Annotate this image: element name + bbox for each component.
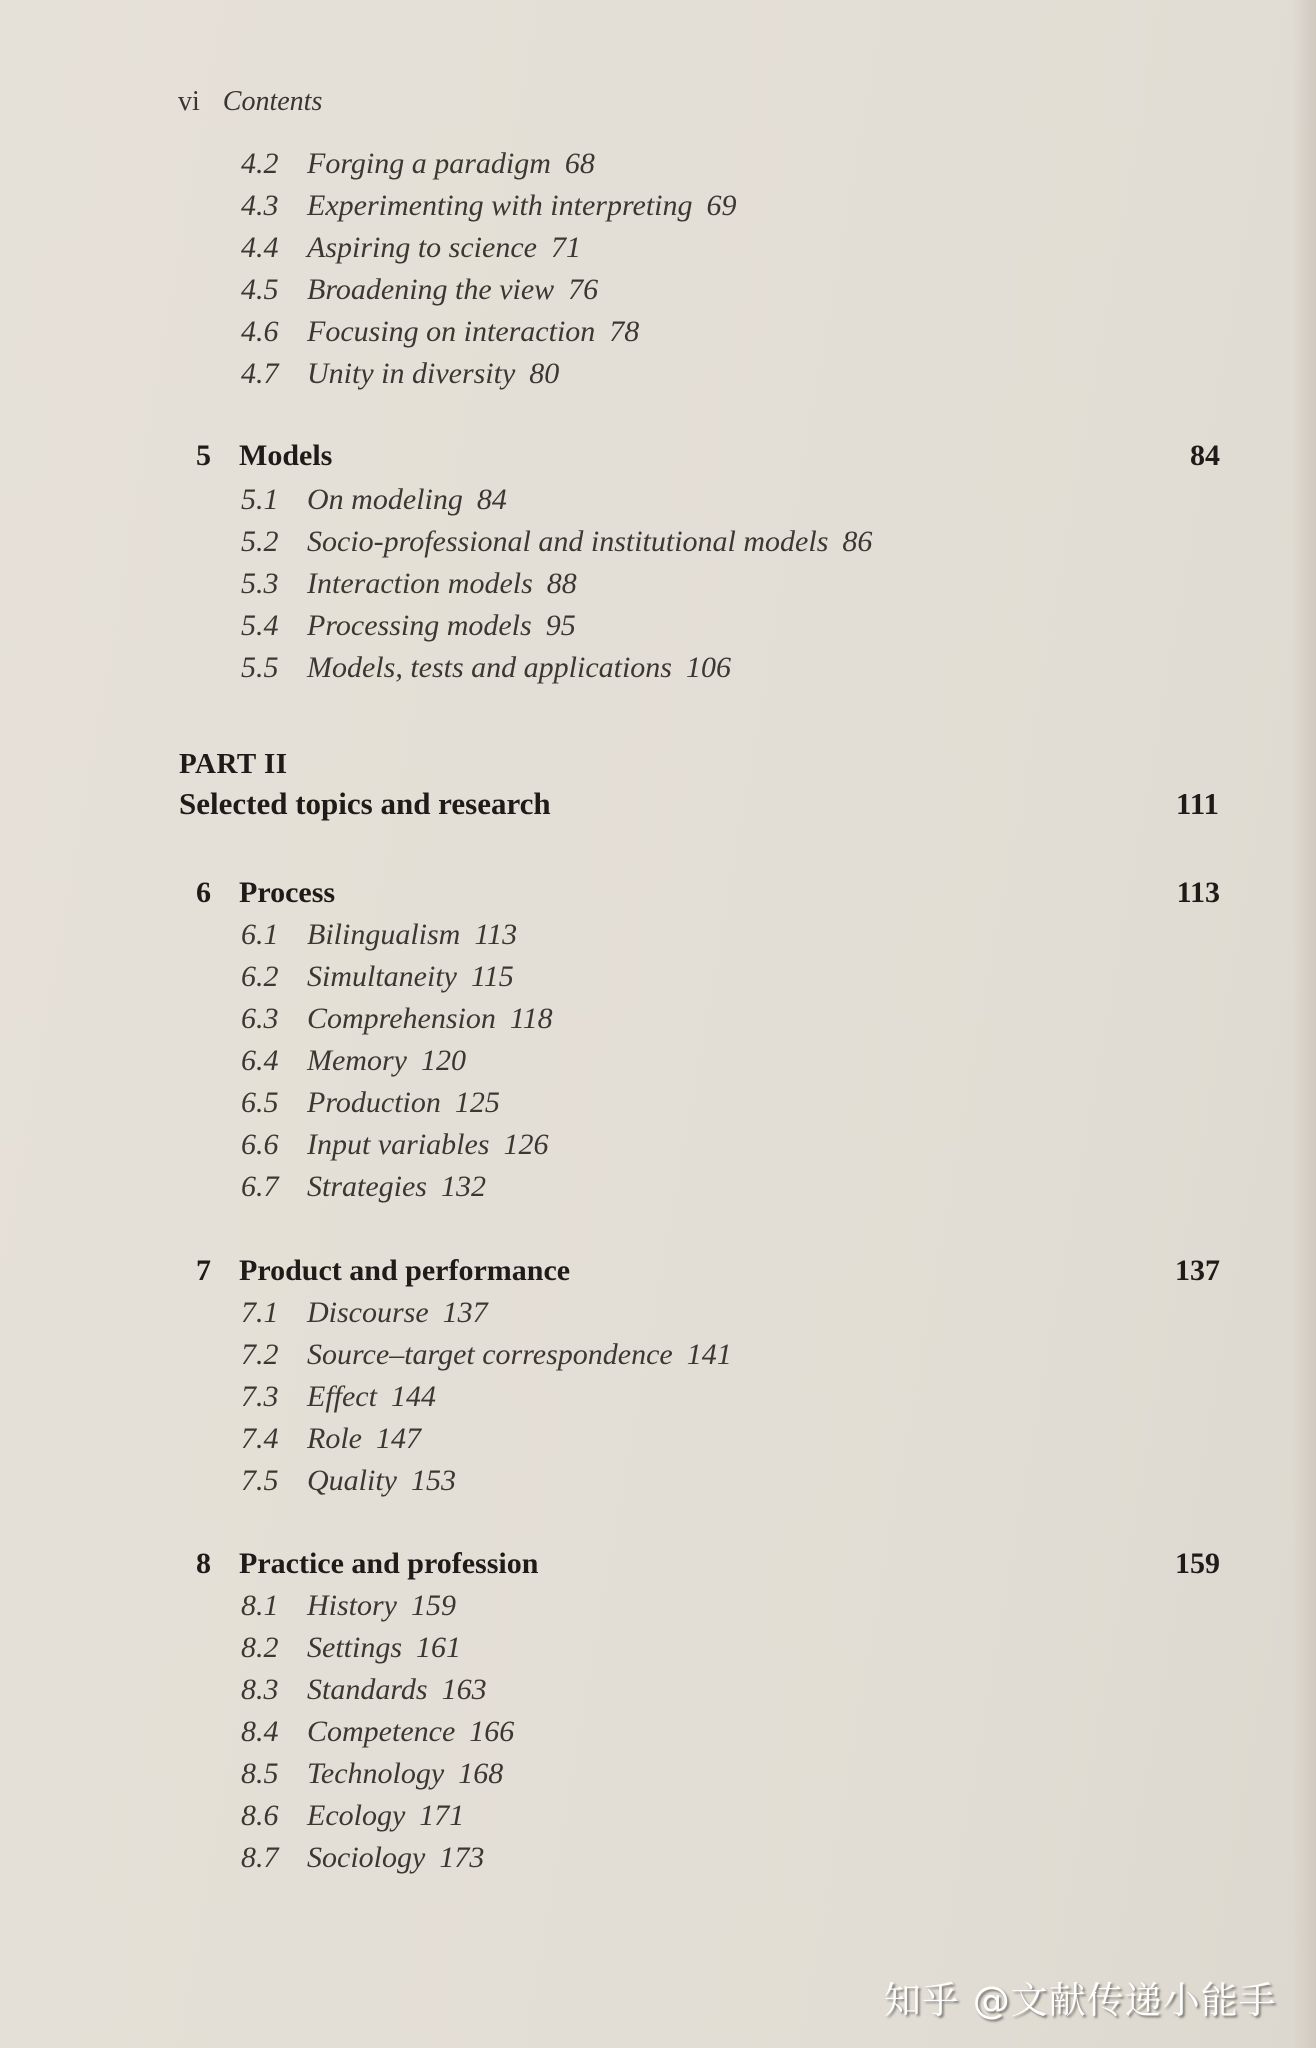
section-page: 68 <box>564 147 595 180</box>
chapter-number: 8 <box>196 1547 211 1580</box>
chapter-7-sections <box>241 1292 732 1502</box>
toc-section-entry[interactable] <box>241 353 737 395</box>
section-title: Focusing on interaction <box>307 315 596 348</box>
toc-section-entry[interactable] <box>241 1292 732 1334</box>
chapter-4-sections <box>241 143 737 395</box>
toc-section-entry[interactable] <box>241 1627 514 1669</box>
section-page: 84 <box>476 483 507 516</box>
section-number: 4.5 <box>241 273 279 306</box>
page-edge-shadow <box>1292 0 1316 2048</box>
section-title: Role <box>307 1422 362 1455</box>
section-title: Strategies <box>307 1170 427 1203</box>
toc-section-entry[interactable] <box>241 956 553 998</box>
chapter-8-sections <box>241 1585 514 1879</box>
section-number: 6.3 <box>241 1002 279 1035</box>
section-number: 4.3 <box>241 189 279 222</box>
section-title: Production <box>307 1086 441 1119</box>
page-folio: vi <box>178 86 200 117</box>
section-number: 6.7 <box>241 1170 279 1203</box>
section-title: Forging a paradigm <box>307 147 551 180</box>
section-page: 106 <box>685 651 731 684</box>
section-page: 132 <box>441 1170 486 1203</box>
section-number: 6.1 <box>241 918 279 951</box>
chapter-title: Models <box>239 439 333 472</box>
section-page: 168 <box>458 1757 504 1790</box>
chapter-page: 113 <box>1176 876 1220 909</box>
section-number: 5.5 <box>241 651 279 684</box>
section-number: 8.4 <box>241 1715 279 1748</box>
section-title: Bilingualism <box>307 918 461 951</box>
section-number: 4.4 <box>241 231 279 264</box>
toc-section-entry[interactable] <box>241 1795 514 1837</box>
section-title: Comprehension <box>307 1002 496 1035</box>
toc-section-entry[interactable] <box>241 1334 732 1376</box>
section-number: 6.4 <box>241 1044 279 1077</box>
toc-section-entry[interactable] <box>241 563 872 605</box>
section-title: Standards <box>307 1673 428 1706</box>
section-number: 4.7 <box>241 357 279 390</box>
chapter-number: 6 <box>196 876 211 909</box>
toc-section-entry[interactable] <box>241 1585 514 1627</box>
section-title: Sociology <box>307 1841 426 1874</box>
section-page: 71 <box>550 231 581 264</box>
chapter-title: Product and performance <box>239 1254 571 1287</box>
chapter-6-sections <box>241 914 553 1208</box>
section-number: 7.5 <box>241 1464 279 1497</box>
toc-section-entry[interactable] <box>241 1711 514 1753</box>
section-number: 8.2 <box>241 1631 279 1664</box>
part-page: 111 <box>1175 786 1219 821</box>
section-number: 8.3 <box>241 1673 279 1706</box>
section-page: 78 <box>609 315 640 348</box>
section-page: 163 <box>441 1673 487 1706</box>
toc-chapter-5[interactable] <box>196 434 1220 478</box>
chapter-number: 7 <box>196 1254 211 1287</box>
section-title: Socio-professional and institutional models <box>307 525 829 558</box>
toc-chapter-6[interactable] <box>196 871 1220 915</box>
part-label: PART II <box>179 748 288 780</box>
section-page: 161 <box>416 1631 461 1664</box>
chapter-page: 84 <box>1190 439 1220 472</box>
running-head-title: Contents <box>222 86 323 117</box>
section-title: Broadening the view <box>307 273 555 306</box>
chapter-5-sections <box>241 479 872 689</box>
watermark: 知乎 @文献传递小能手 <box>884 1979 1277 2022</box>
section-page: 171 <box>419 1799 465 1832</box>
section-title: Source–target correspondence <box>307 1338 673 1371</box>
toc-section-entry[interactable] <box>241 914 553 956</box>
toc-section-entry[interactable] <box>241 1753 514 1795</box>
section-page: 118 <box>509 1002 553 1035</box>
toc-section-entry[interactable] <box>241 479 872 521</box>
section-title: History <box>307 1589 397 1622</box>
toc-section-entry[interactable] <box>241 269 737 311</box>
toc-section-entry[interactable] <box>241 311 737 353</box>
section-page: 144 <box>390 1380 436 1413</box>
section-page: 159 <box>411 1589 456 1622</box>
toc-section-entry[interactable] <box>241 1460 732 1502</box>
toc-section-entry[interactable] <box>241 1837 514 1879</box>
section-page: 95 <box>545 609 576 642</box>
section-page: 115 <box>470 960 514 993</box>
toc-section-entry[interactable] <box>241 1040 553 1082</box>
chapter-title: Process <box>239 876 336 909</box>
toc-section-entry[interactable] <box>241 1082 553 1124</box>
section-number: 6.6 <box>241 1128 279 1161</box>
section-number: 5.4 <box>241 609 279 642</box>
section-page: 126 <box>503 1128 549 1161</box>
section-number: 4.2 <box>241 147 279 180</box>
section-title: Unity in diversity <box>307 357 516 390</box>
section-page: 76 <box>568 273 599 306</box>
section-number: 7.2 <box>241 1338 279 1371</box>
toc-section-entry[interactable] <box>241 1124 553 1166</box>
toc-section-entry[interactable] <box>241 647 872 689</box>
section-number: 5.2 <box>241 525 279 558</box>
toc-chapter-7[interactable] <box>196 1249 1220 1293</box>
toc-section-entry[interactable] <box>241 605 872 647</box>
toc-section-entry[interactable] <box>241 1166 553 1208</box>
section-number: 7.4 <box>241 1422 279 1455</box>
section-number: 7.3 <box>241 1380 279 1413</box>
section-page: 137 <box>442 1296 488 1329</box>
section-title: Models, tests and applications <box>307 651 672 684</box>
section-page: 120 <box>420 1044 466 1077</box>
chapter-number: 5 <box>196 439 211 472</box>
section-title: Competence <box>307 1715 456 1748</box>
section-title: Memory <box>307 1044 407 1077</box>
section-page: 88 <box>546 567 577 600</box>
section-page: 147 <box>375 1422 421 1455</box>
section-title: Simultaneity <box>307 960 457 993</box>
section-title: Aspiring to science <box>307 231 537 264</box>
section-number: 6.2 <box>241 960 279 993</box>
chapter-title: Practice and profession <box>239 1547 539 1580</box>
section-title: Experimenting with interpreting <box>307 189 693 222</box>
section-page: 69 <box>706 189 737 222</box>
section-title: On modeling <box>307 483 463 516</box>
toc-section-entry[interactable] <box>241 1418 732 1460</box>
section-page: 80 <box>529 357 560 390</box>
section-page: 125 <box>454 1086 500 1119</box>
toc-section-entry[interactable] <box>241 521 872 563</box>
section-title: Interaction models <box>307 567 533 600</box>
section-page: 153 <box>411 1464 456 1497</box>
section-page: 141 <box>686 1338 732 1371</box>
toc-section-entry[interactable] <box>241 1376 732 1418</box>
toc-section-entry[interactable] <box>241 998 553 1040</box>
section-title: Settings <box>307 1631 402 1664</box>
toc-chapter-8[interactable] <box>196 1542 1220 1586</box>
section-page: 113 <box>474 918 518 951</box>
toc-part-2[interactable] <box>179 786 1219 822</box>
section-number: 7.1 <box>241 1296 279 1329</box>
section-title: Ecology <box>307 1799 406 1832</box>
section-number: 4.6 <box>241 315 279 348</box>
section-title: Effect <box>307 1380 377 1413</box>
section-page: 86 <box>842 525 873 558</box>
chapter-page: 159 <box>1175 1547 1220 1580</box>
section-title: Processing models <box>307 609 532 642</box>
section-number: 5.3 <box>241 567 279 600</box>
section-title: Quality <box>307 1464 397 1497</box>
section-number: 5.1 <box>241 483 279 516</box>
section-number: 8.6 <box>241 1799 279 1832</box>
section-number: 6.5 <box>241 1086 279 1119</box>
section-title: Input variables <box>307 1128 490 1161</box>
toc-section-entry[interactable] <box>241 1669 514 1711</box>
section-title: Technology <box>307 1757 445 1790</box>
toc-section-entry[interactable] <box>241 143 737 185</box>
toc-section-entry[interactable] <box>241 185 737 227</box>
section-title: Discourse <box>307 1296 429 1329</box>
section-number: 8.7 <box>241 1841 279 1874</box>
toc-section-entry[interactable] <box>241 227 737 269</box>
section-page: 173 <box>439 1841 485 1874</box>
running-head <box>178 86 322 118</box>
chapter-page: 137 <box>1175 1254 1220 1287</box>
part-title: Selected topics and research <box>179 786 551 821</box>
section-number: 8.5 <box>241 1757 279 1790</box>
section-page: 166 <box>469 1715 515 1748</box>
section-number: 8.1 <box>241 1589 279 1622</box>
